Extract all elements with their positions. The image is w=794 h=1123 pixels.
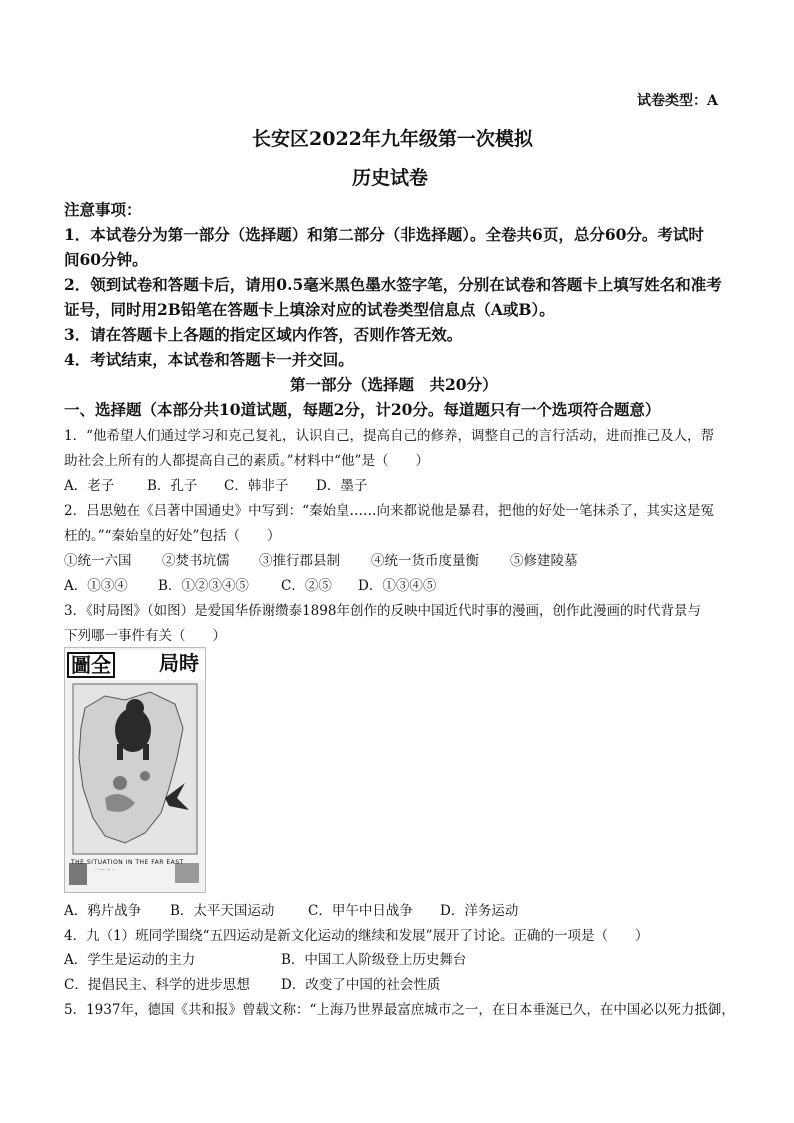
situation-cartoon-image [64,647,206,893]
question-2-line: 2．吕思勉在《吕著中国通史》中写到：“秦始皇……向来都说他是暴君，把他的好处一笔抹杀了，其实这是冤 [64,503,714,519]
q1-option-a: A．老子 [64,478,115,494]
exam-subtitle: 历史试卷 [352,167,429,189]
question-3-line: 下列哪一事件有关（ ） [64,628,226,644]
q2-option-a: A．①③④ [64,578,128,594]
note-line: 1．本试卷分为第一部分（选择题）和第二部分（非选择题）。全卷共6页，总分60分。考试时 [64,225,704,244]
cartoon-drawing [65,648,205,892]
q2-item: ②焚书坑儒 [162,553,230,569]
part1-heading: 第一部分（选择题 共20分） [290,375,498,394]
note-line: 间60分钟。 [64,250,148,269]
q2-item: ⑤修建陵墓 [510,553,578,569]
section-heading: 一、选择题（本部分共10道试题，每题2分，计20分。每道题只有一个选项符合题意） [64,400,661,419]
q1-option-b: B．孔子 [147,478,198,494]
question-1-line: 1．“他希望人们通过学习和克己复礼，认识自己，提高自己的修养，调整自己的言行活动，进而推己及人，帮 [64,428,714,444]
notes-heading: 注意事项： [64,200,142,219]
note-line: 4．考试结束，本试卷和答题卡一并交回。 [64,350,354,369]
exam-title: 长安区2022年九年级第一次模拟 [252,128,533,150]
q3-option-c: C．甲午中日战争 [308,903,413,919]
q1-option-c: C．韩非子 [224,478,289,494]
note-line: 证号，同时用2B铅笔在答题卡上填涂对应的试卷类型信息点（A或B）。 [64,300,555,319]
note-line: 2．领到试卷和答题卡后，请用0.5毫米黑色墨水签字笔，分别在试卷和答题卡上填写姓名和准考 [64,275,722,294]
cartoon-caption: THE SITUATION IN THE FAR EAST [71,859,184,866]
q4-option-c: C．提倡民主、科学的进步思想 [64,977,250,993]
question-2-line: 枉的。”“秦始皇的好处”包括（ ） [64,528,281,544]
q4-option-d: D．改变了中国的社会性质 [281,977,441,993]
q3-option-a: A．鸦片战争 [64,903,142,919]
question-3-line: 3．《时局图》（如图）是爱国华侨谢缵泰1898年创作的反映中国近代时事的漫画，创作此漫画的时代背景与 [64,603,701,619]
q2-option-b: B．①②③④⑤ [158,578,249,594]
cartoon-title-right: 局時 [159,651,199,675]
question-4-line: 4．九（1）班同学围绕“五四运动是新文化运动的继续和发展”展开了讨论。正确的一项是（ ） [64,928,649,944]
cartoon-title-left: 圖全 [67,652,115,678]
q3-option-d: D．洋务运动 [440,903,519,919]
q4-option-a: A．学生是运动的主力 [64,952,196,968]
q3-option-b: B．太平天国运动 [170,903,275,919]
q2-item: ④统一货币度量衡 [371,553,479,569]
note-line: 3．请在答题卡上各题的指定区域内作答，否则作答无效。 [64,325,463,344]
paper-type-label: 试卷类型：A [637,93,718,109]
q4-option-b: B．中国工人阶级登上历史舞台 [281,952,467,968]
question-5-line: 5．1937年，德国《共和报》曾载文称：“上海乃世界最富庶城市之一，在日本垂涎已久，在中国必以死力抵御， [64,1002,735,1018]
question-1-line: 助社会上所有的人都提高自己的素质。”材料中“他”是（ ） [64,453,429,469]
q2-option-c: C．②⑤ [281,578,332,594]
cartoon-bottom-marks: · ··· ·· · [95,867,115,874]
q2-item: ①统一六国 [64,553,132,569]
q1-option-d: D．墨子 [316,478,368,494]
q2-item: ③推行郡县制 [259,553,340,569]
q2-option-d: D．①③④⑤ [358,578,437,594]
